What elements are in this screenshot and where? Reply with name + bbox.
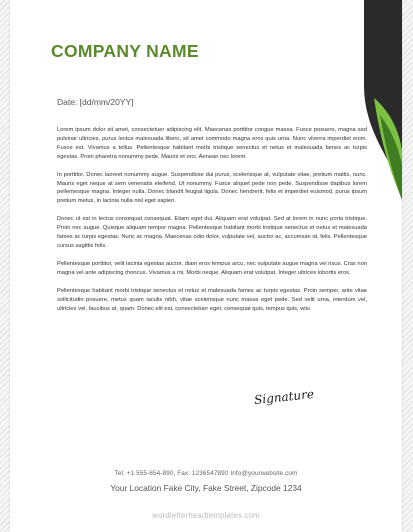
body-paragraph: In porttitor. Donec laoreet nonummy augue. Suspendisse dui purus, scelerisque at, vulputate vitae, pretium mattis, nunc. Mauris eget neque at sem venenatis eleifend. Ut nonummy. Fusce aliquet pede non pede. Suspendisse dapibus lorem pellentesque magna. Integer nulla. Donec blandit feugiat ligula. Donec hendrerit, felis et imperdiet euismod, purus ipsum pretium metus, in lacinia nulla nisl eget sapien. — [57, 171, 367, 205]
body-paragraph: Lorem ipsum dolor sit amet, consectetuer adipiscing elit. Maecenas porttitor congue massa. Fusce posuere, magna sed pulvinar ultricies, purus lectus malesuada libero, sit amet commodo magna eros quis urna. Nunc viverra imperdiet enim. Fusce est. Vivamus a tellus. Pellentesque habitant morbi tristique senectus et netus et malesuada fames ac turpis egestas. Proin pharetra nonummy pede. Mauris et orci. Aenean nec lorem. — [57, 127, 367, 160]
letterhead-page — [10, 0, 402, 532]
body-paragraph: Pellentesque habitant morbi tristique senectus et netus et malesuada fames ac turpis egestas. Proin semper, ante vitae sollicitudin posuere, metus quam iaculis nibh, vitae scelerisque nunc massa eget pede. Sed velit urna, interdum vel, ultricies vel, faucibus at, quam. Donec elit est, consectetuer eget, consequat quis, tempus quis, wisi. — [57, 287, 367, 312]
letter-body — [57, 126, 367, 322]
footer-contact: Tel: +1 555-654-890, Fax: 1236547890 Info@yourwebsite.com — [114, 470, 298, 477]
company-name: COMPANY NAME — [51, 41, 199, 61]
decorative-corner-swoosh — [362, 0, 402, 200]
footer-watermark: wordletterheadtemplates.com — [152, 511, 260, 520]
body-paragraph: Pellentesque porttitor, velit lacinia egestas auctor, diam eros tempus arcu, nec vulputate augue magna vel risus. Cras non magna vel ante adipiscing rhoncus. Vivamus a mi. Morbi neque. Aliquam erat volutpat. Integer ultrices lobortis eros. — [57, 260, 367, 276]
date-line: Date: [dd/mm/20YY] — [57, 97, 134, 107]
signature: Signature — [253, 386, 315, 408]
footer-address: Your Location Fake City, Fake Street, Zipcode 1234 — [110, 483, 302, 493]
body-paragraph: Donec ut est in lectus consequat consequat. Etiam eget dui. Aliquam erat volutpat. Sed at lorem in nunc porta tristique. Proin nec augue. Quisque aliquam tempor magna. Pellentesque habitant morbi tristique senectus et netus et malesuada fames ac turpis egestas. Nunc ac magna. Maecenas odio dolor, vulputate vel, auctor ac, accumsan id, felis. Pellentesque cursus sagittis felis. — [57, 216, 367, 249]
